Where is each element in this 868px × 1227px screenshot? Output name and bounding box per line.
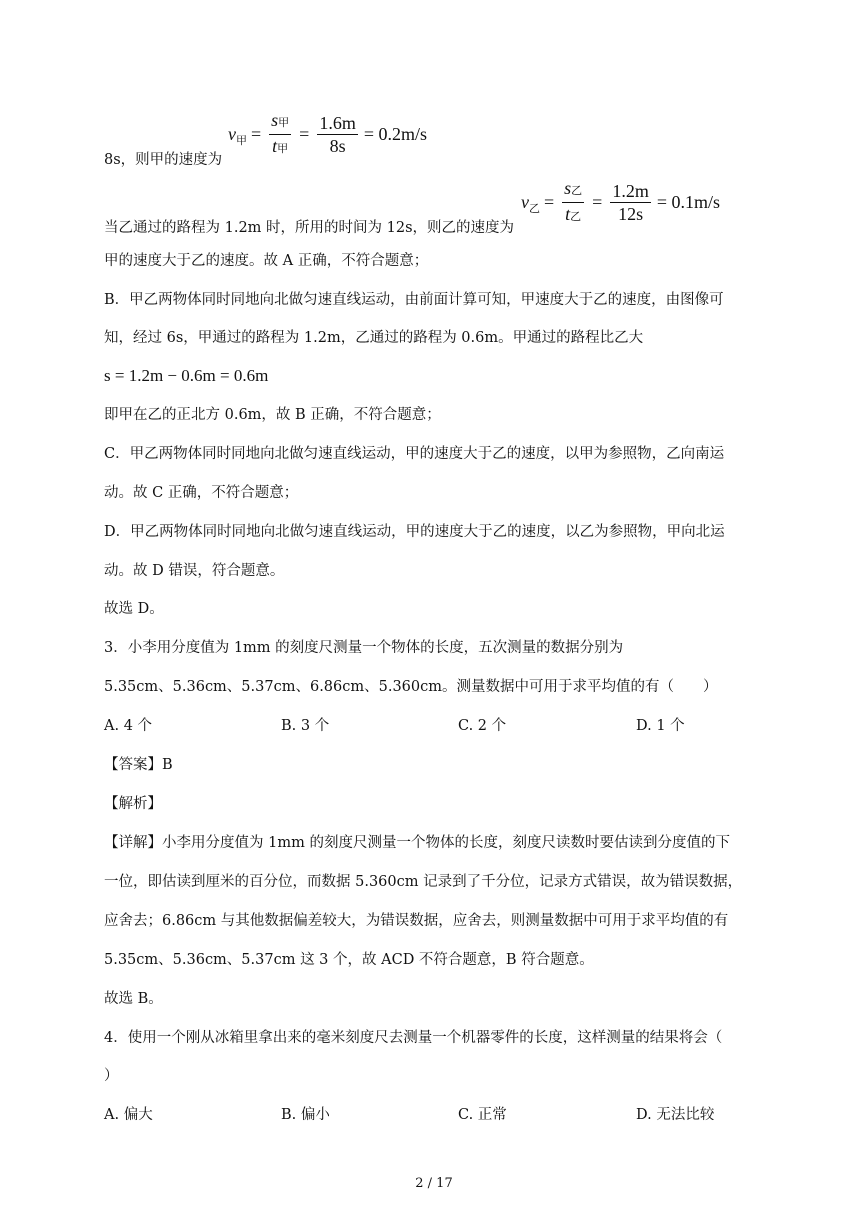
fraction-values <box>610 181 651 224</box>
question-4-stem: ） <box>104 1068 119 1084</box>
question-4-stem: 4．使用一个刚从冰箱里拿出来的毫米刻度尺去测量一个机器零件的长度，这样测量的结果将会（ <box>104 1030 723 1046</box>
answer-label: 【答案】B <box>104 757 173 773</box>
text-line: 故选 D。 <box>104 601 164 617</box>
formula-sub: 乙 <box>570 211 582 223</box>
q4-option-b: B. 偏小 <box>281 1107 330 1123</box>
page-number: 2 / 17 <box>415 1176 453 1191</box>
text-line: 动。故 D 错误，符合题意。 <box>104 563 285 579</box>
q3-option-c: C. 2 个 <box>458 718 507 734</box>
text-line: 当乙通过的路程为 1.2m 时，所用的时间为 12s，则乙的速度为 <box>104 220 515 236</box>
text-line: 知，经过 6s，甲通过的路程为 1.2m，乙通过的路程为 0.6m。甲通过的路程比乙大 <box>104 330 644 346</box>
question-3-stem: 5.35cm、5.36cm、5.37cm、6.86cm、5.360cm。测量数据中可用于求平均值的有（ ） <box>104 679 718 695</box>
fraction-numerator: 1.6m <box>319 113 356 133</box>
fraction-s-over-t <box>269 110 291 159</box>
formula-sub: 乙 <box>571 185 583 197</box>
text-line: D．甲乙两物体同时同地向北做匀速直线运动，甲的速度大于乙的速度，以乙为参照物，甲向北运 <box>104 524 725 540</box>
formula-v-jia: v 甲 = $\frac{\text{s甲}}{\text{t甲}}$ = $\frac{1.6m}{8s}$ = 0.2m/s <box>228 110 427 159</box>
q4-option-d: D. 无法比较 <box>636 1107 715 1123</box>
fraction-numerator: 1.2m <box>612 181 649 201</box>
formula-sub: 乙 <box>529 202 540 215</box>
detail-line: 5.35cm、5.36cm、5.37cm 这 3 个，故 ACD 不符合题意，B 符合题意。 <box>104 952 594 968</box>
formula-var: t <box>272 136 278 156</box>
q4-option-c: C. 正常 <box>458 1107 507 1123</box>
formula-var: s <box>564 178 572 198</box>
formula-var: v <box>521 192 529 212</box>
formula-var: v <box>228 124 236 144</box>
text-line: 即甲在乙的正北方 0.6m，故 B 正确，不符合题意； <box>104 407 441 423</box>
fraction-s-over-t <box>562 178 584 227</box>
formula-sub: 甲 <box>278 117 290 129</box>
q3-option-b: B. 3 个 <box>281 718 330 734</box>
text-line: 甲的速度大于乙的速度。故 A 正确，不符合题意； <box>104 253 429 269</box>
q4-option-a: A. 偏大 <box>104 1107 153 1123</box>
q3-option-d: D. 1 个 <box>636 718 685 734</box>
detail-line: 一位，即估读到厘米的百分位，而数据 5.360cm 记录到了千分位，记录方式错误，故为错误数据， <box>104 874 743 890</box>
text-line: B．甲乙两物体同时同地向北做匀速直线运动，由前面计算可知，甲速度大于乙的速度，由图像可 <box>104 292 724 308</box>
analysis-label: 【解析】 <box>104 796 162 812</box>
formula-var: t <box>565 204 571 224</box>
formula-result: = 0.2m/s <box>363 124 428 144</box>
formula-result: = 0.1m/s <box>656 192 721 212</box>
detail-line: 应舍去；6.86cm 与其他数据偏差较大，为错误数据，应舍去，则测量数据中可用于求平均值的有 <box>104 913 729 929</box>
formula-var: s <box>271 110 279 130</box>
text-line: 8s，则甲的速度为 <box>104 152 223 168</box>
formula-sub: 甲 <box>277 143 289 155</box>
fraction-denominator: 12s <box>618 204 644 224</box>
formula-s <box>104 366 268 386</box>
formula-v-yi: v 乙 = $\frac{\text{s乙}}{\text{t乙}}$ = $\frac{1.2m}{12s}$ = 0.1m/s <box>521 178 720 227</box>
fraction-denominator: 8s <box>329 136 346 156</box>
q3-option-a: A. 4 个 <box>104 718 153 734</box>
formula-s-text: s = 1.2m − 0.6m = 0.6m <box>104 366 269 385</box>
fraction-values <box>317 113 358 156</box>
formula-sub: 甲 <box>236 134 247 147</box>
question-3-stem: 3．小李用分度值为 1mm 的刻度尺测量一个物体的长度，五次测量的数据分别为 <box>104 640 624 656</box>
text-line: 动。故 C 正确，不符合题意； <box>104 485 299 501</box>
detail-line: 【详解】小李用分度值为 1mm 的刻度尺测量一个物体的长度，刻度尺读数时要估读到分度值的下 <box>104 835 730 851</box>
detail-line: 故选 B。 <box>104 991 163 1007</box>
text-line: C．甲乙两物体同时同地向北做匀速直线运动，甲的速度大于乙的速度，以甲为参照物，乙向南运 <box>104 446 725 462</box>
